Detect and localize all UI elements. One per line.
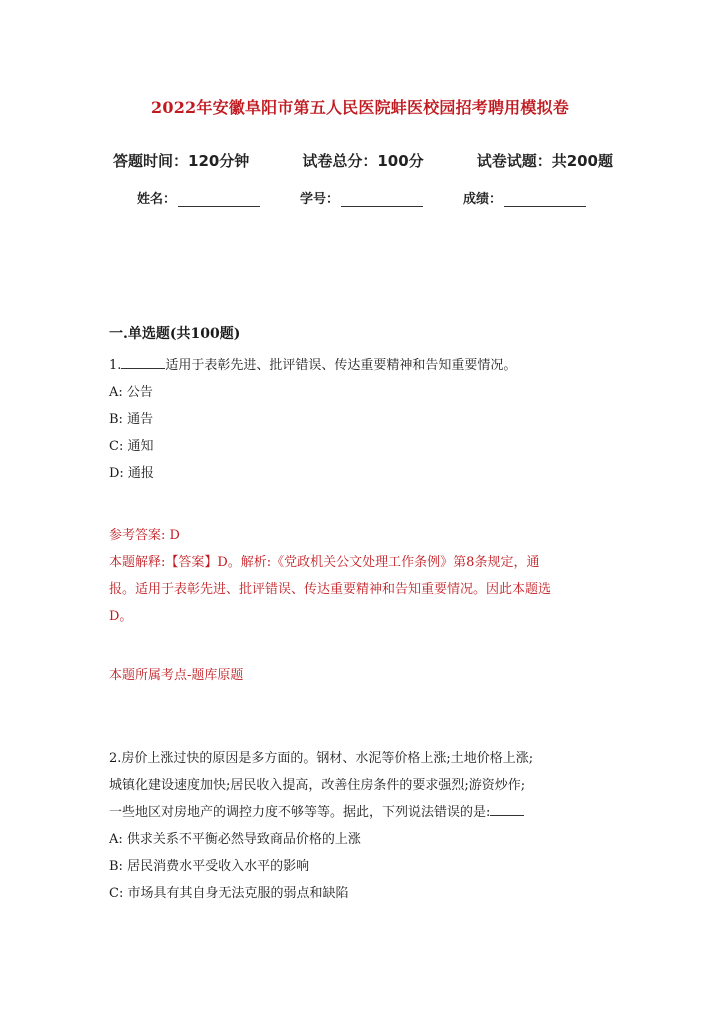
exam-question-count: 试卷试题：共200题: [476, 152, 613, 170]
question-1-option-c: C: 通知: [109, 439, 154, 454]
name-field: [137, 188, 260, 207]
question-2-stem-line: 城镇化建设速度加快;居民收入提高，改善住房条件的要求强烈;游资炒作;: [109, 778, 526, 793]
answer-blank: [490, 802, 524, 816]
score-label: 成绩：: [463, 192, 503, 207]
score-field: [463, 188, 586, 207]
question-1: [109, 352, 609, 487]
question-1-option-d: D: 通报: [109, 466, 154, 481]
question-2-stem-line: [109, 799, 609, 826]
question-1-option-a: A: 公告: [109, 385, 153, 400]
score-blank: [504, 192, 586, 207]
question-2-stem-line: 2.房价上涨过快的原因是多方面的。钢材、水泥等价格上涨;土地价格上涨;: [109, 751, 534, 766]
question-2-stem-text: 一些地区对房地产的调控力度不够等等。据此，下列说法错误的是:: [109, 805, 491, 820]
student-id-label: 学号：: [300, 192, 340, 207]
exam-info-row: [113, 150, 613, 171]
question-1-answer: 参考答案: D: [109, 528, 180, 543]
section-heading: 一.单选题(共100题): [109, 326, 241, 342]
question-1-number: 1.: [109, 358, 122, 373]
exam-total-score: 试卷总分：100分: [302, 152, 424, 170]
question-2-option-b: B: 居民消费水平受收入水平的影响: [109, 859, 310, 874]
question-1-topic: 本题所属考点-题库原题: [109, 668, 244, 683]
question-1-stem-text: 适用于表彰先进、批评错误、传达重要精神和告知重要情况。: [165, 358, 517, 373]
student-id-blank: [341, 192, 423, 207]
answer-blank: [121, 355, 165, 369]
explanation-line: 报。适用于表彰先进、批评错误、传达重要精神和告知重要情况。因此本题选: [109, 582, 552, 597]
question-1-option-b: B: 通告: [109, 412, 154, 427]
exam-time: 答题时间：120分钟: [113, 152, 250, 170]
name-label: 姓名：: [137, 192, 177, 207]
explanation-line: D。: [109, 609, 133, 624]
student-info-row: [137, 188, 607, 207]
question-2-option-a: A: 供求关系不平衡必然导致商品价格的上涨: [109, 832, 361, 847]
question-1-stem: [109, 352, 609, 379]
question-1-explanation: [109, 549, 609, 630]
explanation-line: 本题解释:【答案】D。解析:《党政机关公文处理工作条例》第8条规定，通: [109, 555, 540, 570]
name-blank: [178, 192, 260, 207]
page-title: 2022年安徽阜阳市第五人民医院蚌医校园招考聘用模拟卷: [151, 98, 569, 117]
question-2-option-c: C: 市场具有其自身无法克服的弱点和缺陷: [109, 886, 349, 901]
student-id-field: [300, 188, 423, 207]
question-2: [109, 745, 609, 907]
